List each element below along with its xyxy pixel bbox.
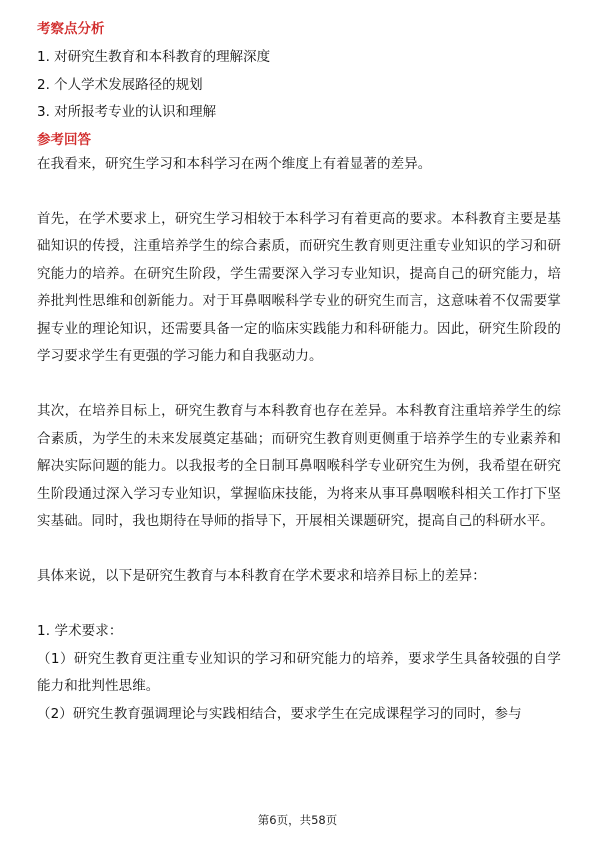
analysis-heading: 考察点分析 — [37, 21, 105, 37]
paragraph-gap — [37, 591, 561, 619]
answer-paragraph-2: 其次，在培养目标上，研究生教育与本科教育也存在差异。本科教育注重培养学生的综合素质，为学生的未来发展奠定基础；而研究生教育则更侧重于培养学生的专业素养和解决实际问题的能力。以我报考的全日制耳鼻咽喉科学专业研究生为例，我希望在研究生阶段通过深入学习专业知识，掌握临床技能，为将来从事耳鼻咽喉科相关工作打下坚实基础。同时，我也期待在导师的指导下，开展相关课题研究，提高自己的科研水平。 — [37, 403, 561, 529]
answer-intro: 在我看来，研究生学习和本科学习在两个维度上有着显著的差异。 — [37, 155, 432, 172]
document-page — [37, 18, 561, 728]
answer-item-2: （2）研究生教育强调理论与实践相结合，要求学生在完成课程学习的同时，参与 — [37, 705, 522, 722]
answer-item-heading: 1. 学术要求： — [37, 623, 123, 639]
paragraph-gap — [37, 536, 561, 564]
answer-paragraph-1: 首先，在学术要求上，研究生学习相较于本科学习有着更高的要求。本科教育主要是基础知识的传授，注重培养学生的综合素质，而研究生教育则更注重专业知识的学习和研究能力的培养。在研究生阶段，学生需要深入学习专业知识，提高自己的研究能力，培养批判性思维和创新能力。对于耳鼻咽喉科学专业的研究生而言，这意味着不仅需要掌握专业的理论知识，还需要具备一定的临床实践能力和科研能力。因此，研究生阶段的学习要求学生有更强的学习能力和自我驱动力。 — [37, 210, 561, 364]
page-footer: 第6页，共58页 — [257, 813, 338, 827]
analysis-point: 1. 对研究生教育和本科教育的理解深度 — [37, 49, 271, 65]
paragraph-gap — [37, 178, 561, 206]
answer-paragraph-3: 具体来说，以下是研究生教育与本科教育在学术要求和培养目标上的差异： — [37, 568, 486, 584]
analysis-point: 2. 个人学术发展路径的规划 — [37, 76, 203, 93]
paragraph-gap — [37, 371, 561, 399]
answer-heading: 参考回答 — [37, 131, 91, 148]
analysis-point: 3. 对所报考专业的认识和理解 — [37, 104, 217, 120]
answer-item-1: （1）研究生教育更注重专业知识的学习和研究能力的培养，要求学生具备较强的自学能力和批判性思维。 — [37, 650, 561, 694]
